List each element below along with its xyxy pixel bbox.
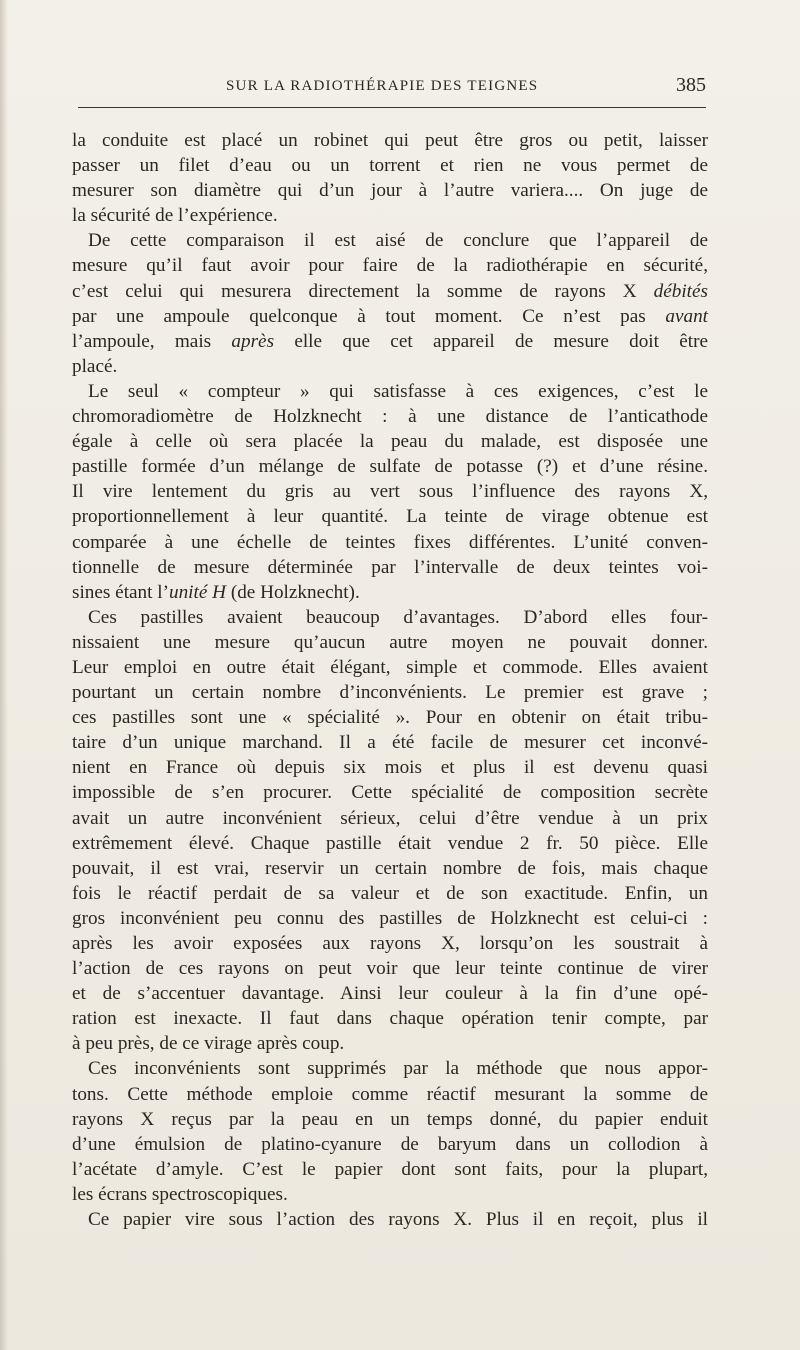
- text-run: Ces inconvénients sont supprimés par la méthode que nous appor-: [88, 1058, 708, 1080]
- text-line: [72, 956, 708, 981]
- text-run: tons. Cette méthode emploie comme réactif mesurant la somme de: [72, 1083, 708, 1105]
- header-rule: [78, 107, 706, 108]
- text-run: et de s’accentuer davantage. Ainsi leur couleur à la fin d’une opé-: [72, 983, 708, 1005]
- text-line: [72, 906, 708, 931]
- text-line: [72, 304, 708, 329]
- text-line: [72, 730, 708, 755]
- text-run: l’ampoule, mais: [72, 330, 232, 352]
- text-run: taire d’un unique marchand. Il a été facile de mesurer cet inconvé-: [72, 732, 708, 754]
- text-run: égale à celle où sera placée la peau du malade, est disposée une: [72, 431, 708, 453]
- text-run: proportionnellement à leur quantité. La teinte de virage obtenue est: [72, 506, 708, 528]
- text-run: extrêmement élevé. Chaque pastille était vendue 2 fr. 50 pièce. Elle: [72, 832, 708, 854]
- text-run: nient en France où depuis six mois et plus il est devenu quasi: [72, 757, 708, 779]
- text-line: [72, 856, 708, 881]
- text-line: [72, 1157, 708, 1182]
- text-line: [72, 1107, 708, 1132]
- text-line: [72, 981, 708, 1006]
- running-header: [78, 74, 708, 102]
- text-run: elle que cet appareil de mesure doit être: [274, 330, 709, 352]
- page-number: 385: [676, 74, 706, 96]
- text-run: pouvait, il est vrai, reservir un certain nombre de fois, mais chaque: [72, 857, 708, 879]
- text-line: [72, 605, 708, 630]
- text-run: ration est inexacte. Il faut dans chaque opération tenir compte, par: [72, 1008, 708, 1030]
- text-run: passer un filet d’eau ou un torrent et rien ne vous permet de: [72, 155, 708, 177]
- text-line: [72, 655, 708, 680]
- text-run: les écrans spectroscopiques.: [72, 1183, 288, 1205]
- text-run: (de Holzknecht).: [226, 581, 360, 603]
- text-run: Le seul « compteur » qui satisfasse à ces exigences, c’est le: [88, 380, 708, 402]
- text-line: [72, 705, 708, 730]
- text-line: [72, 1082, 708, 1107]
- italic-text: débités: [653, 280, 708, 302]
- text-run: fois le réactif perdait de sa valeur et de son exactitude. Enfin, un: [72, 882, 708, 904]
- text-line: [72, 1132, 708, 1157]
- text-run: l’acétate d’amyle. C’est le papier dont sont faits, pour la plupart,: [72, 1158, 708, 1180]
- text-line: [72, 530, 708, 555]
- text-line: [72, 379, 708, 404]
- text-line: [72, 780, 708, 805]
- text-line: [72, 931, 708, 956]
- text-run: par une ampoule quelconque à tout moment. Ce n’est pas: [72, 305, 666, 327]
- text-run: De cette comparaison il est aisé de conclure que l’appareil de: [88, 230, 708, 252]
- text-line: [72, 881, 708, 906]
- italic-text: unité H: [168, 581, 227, 603]
- text-run: comparée à une échelle de teintes fixes différentes. L’unité conven-: [72, 531, 708, 553]
- text-line: [72, 1006, 708, 1031]
- text-line: [72, 479, 708, 504]
- text-line: [72, 831, 708, 856]
- text-run: pourtant un certain nombre d’inconvénients. Le premier est grave ;: [72, 682, 708, 704]
- text-line: [72, 1031, 708, 1056]
- body-text: [72, 128, 708, 1232]
- text-run: à peu près, de ce virage après coup.: [72, 1033, 345, 1055]
- italic-text: après: [231, 330, 275, 352]
- text-line: [72, 329, 708, 354]
- text-run: Il vire lentement du gris au vert sous l’influence des rayons X,: [72, 481, 708, 503]
- text-run: ces pastilles sont une « spécialité ». Pour en obtenir on était tribu-: [72, 707, 708, 729]
- text-run: après les avoir exposées aux rayons X, lorsqu’on les soustrait à: [72, 933, 708, 954]
- text-run: rayons X reçus par la peau en un temps donné, du papier enduit: [72, 1108, 708, 1130]
- text-line: [72, 178, 708, 203]
- text-run: nissaient une mesure qu’aucun autre moyen ne pouvait donner.: [72, 631, 708, 653]
- text-line: [72, 1182, 708, 1207]
- page-edge-shadow: [0, 0, 8, 1350]
- running-title: SUR LA RADIOTHÉRAPIE DES TEIGNES: [226, 78, 539, 94]
- text-line: [72, 128, 708, 153]
- text-run: Ces pastilles avaient beaucoup d’avantages. D’abord elles four-: [88, 606, 708, 628]
- text-line: [72, 253, 708, 278]
- text-line: [72, 279, 708, 304]
- text-run: impossible de s’en procurer. Cette spécialité de composition secrète: [72, 782, 708, 804]
- text-line: [72, 755, 708, 780]
- text-line: [72, 1056, 708, 1081]
- text-line: [72, 555, 708, 580]
- text-line: [72, 203, 708, 228]
- text-run: chromoradiomètre de Holzknecht : à une distance de l’anticathode: [72, 406, 708, 428]
- text-line: [72, 1207, 708, 1232]
- text-run: d’une émulsion de platino-cyanure de baryum dans un collodion à: [72, 1133, 708, 1155]
- text-run: gros inconvénient peu connu des pastilles de Holzknecht est celui-ci :: [72, 907, 708, 929]
- text-line: [72, 680, 708, 705]
- text-line: [72, 630, 708, 655]
- text-line: [72, 806, 708, 831]
- text-run: Leur emploi en outre était élégant, simple et commode. Elles avaient: [72, 656, 708, 678]
- text-run: mesure qu’il faut avoir pour faire de la radiothérapie en sécurité,: [72, 255, 708, 277]
- text-line: [72, 504, 708, 529]
- text-line: [72, 153, 708, 178]
- text-run: la sécurité de l’expérience.: [72, 205, 278, 227]
- text-line: [72, 354, 708, 379]
- text-run: placé.: [72, 355, 118, 377]
- italic-text: avant: [665, 305, 708, 327]
- text-run: sines étant l’: [72, 581, 169, 603]
- text-line: [72, 454, 708, 479]
- text-line: [72, 228, 708, 253]
- text-line: [72, 404, 708, 429]
- text-line: [72, 580, 708, 605]
- text-run: avait un autre inconvénient sérieux, celui d’être vendue à un prix: [72, 807, 708, 829]
- text-run: la conduite est placé un robinet qui peut être gros ou petit, laisser: [72, 130, 708, 151]
- text-run: tionnelle de mesure déterminée par l’intervalle de deux teintes voi-: [72, 556, 708, 578]
- text-line: [72, 429, 708, 454]
- text-run: Ce papier vire sous l’action des rayons X. Plus il en reçoit, plus il: [88, 1209, 708, 1231]
- text-run: pastille formée d’un mélange de sulfate de potasse (?) et d’une résine.: [72, 456, 708, 478]
- text-run: mesurer son diamètre qui d’un jour à l’autre variera.... On juge de: [72, 180, 708, 202]
- text-run: l’action de ces rayons on peut voir que leur teinte continue de virer: [72, 958, 708, 980]
- text-run: c’est celui qui mesurera directement la somme de rayons X: [72, 280, 654, 302]
